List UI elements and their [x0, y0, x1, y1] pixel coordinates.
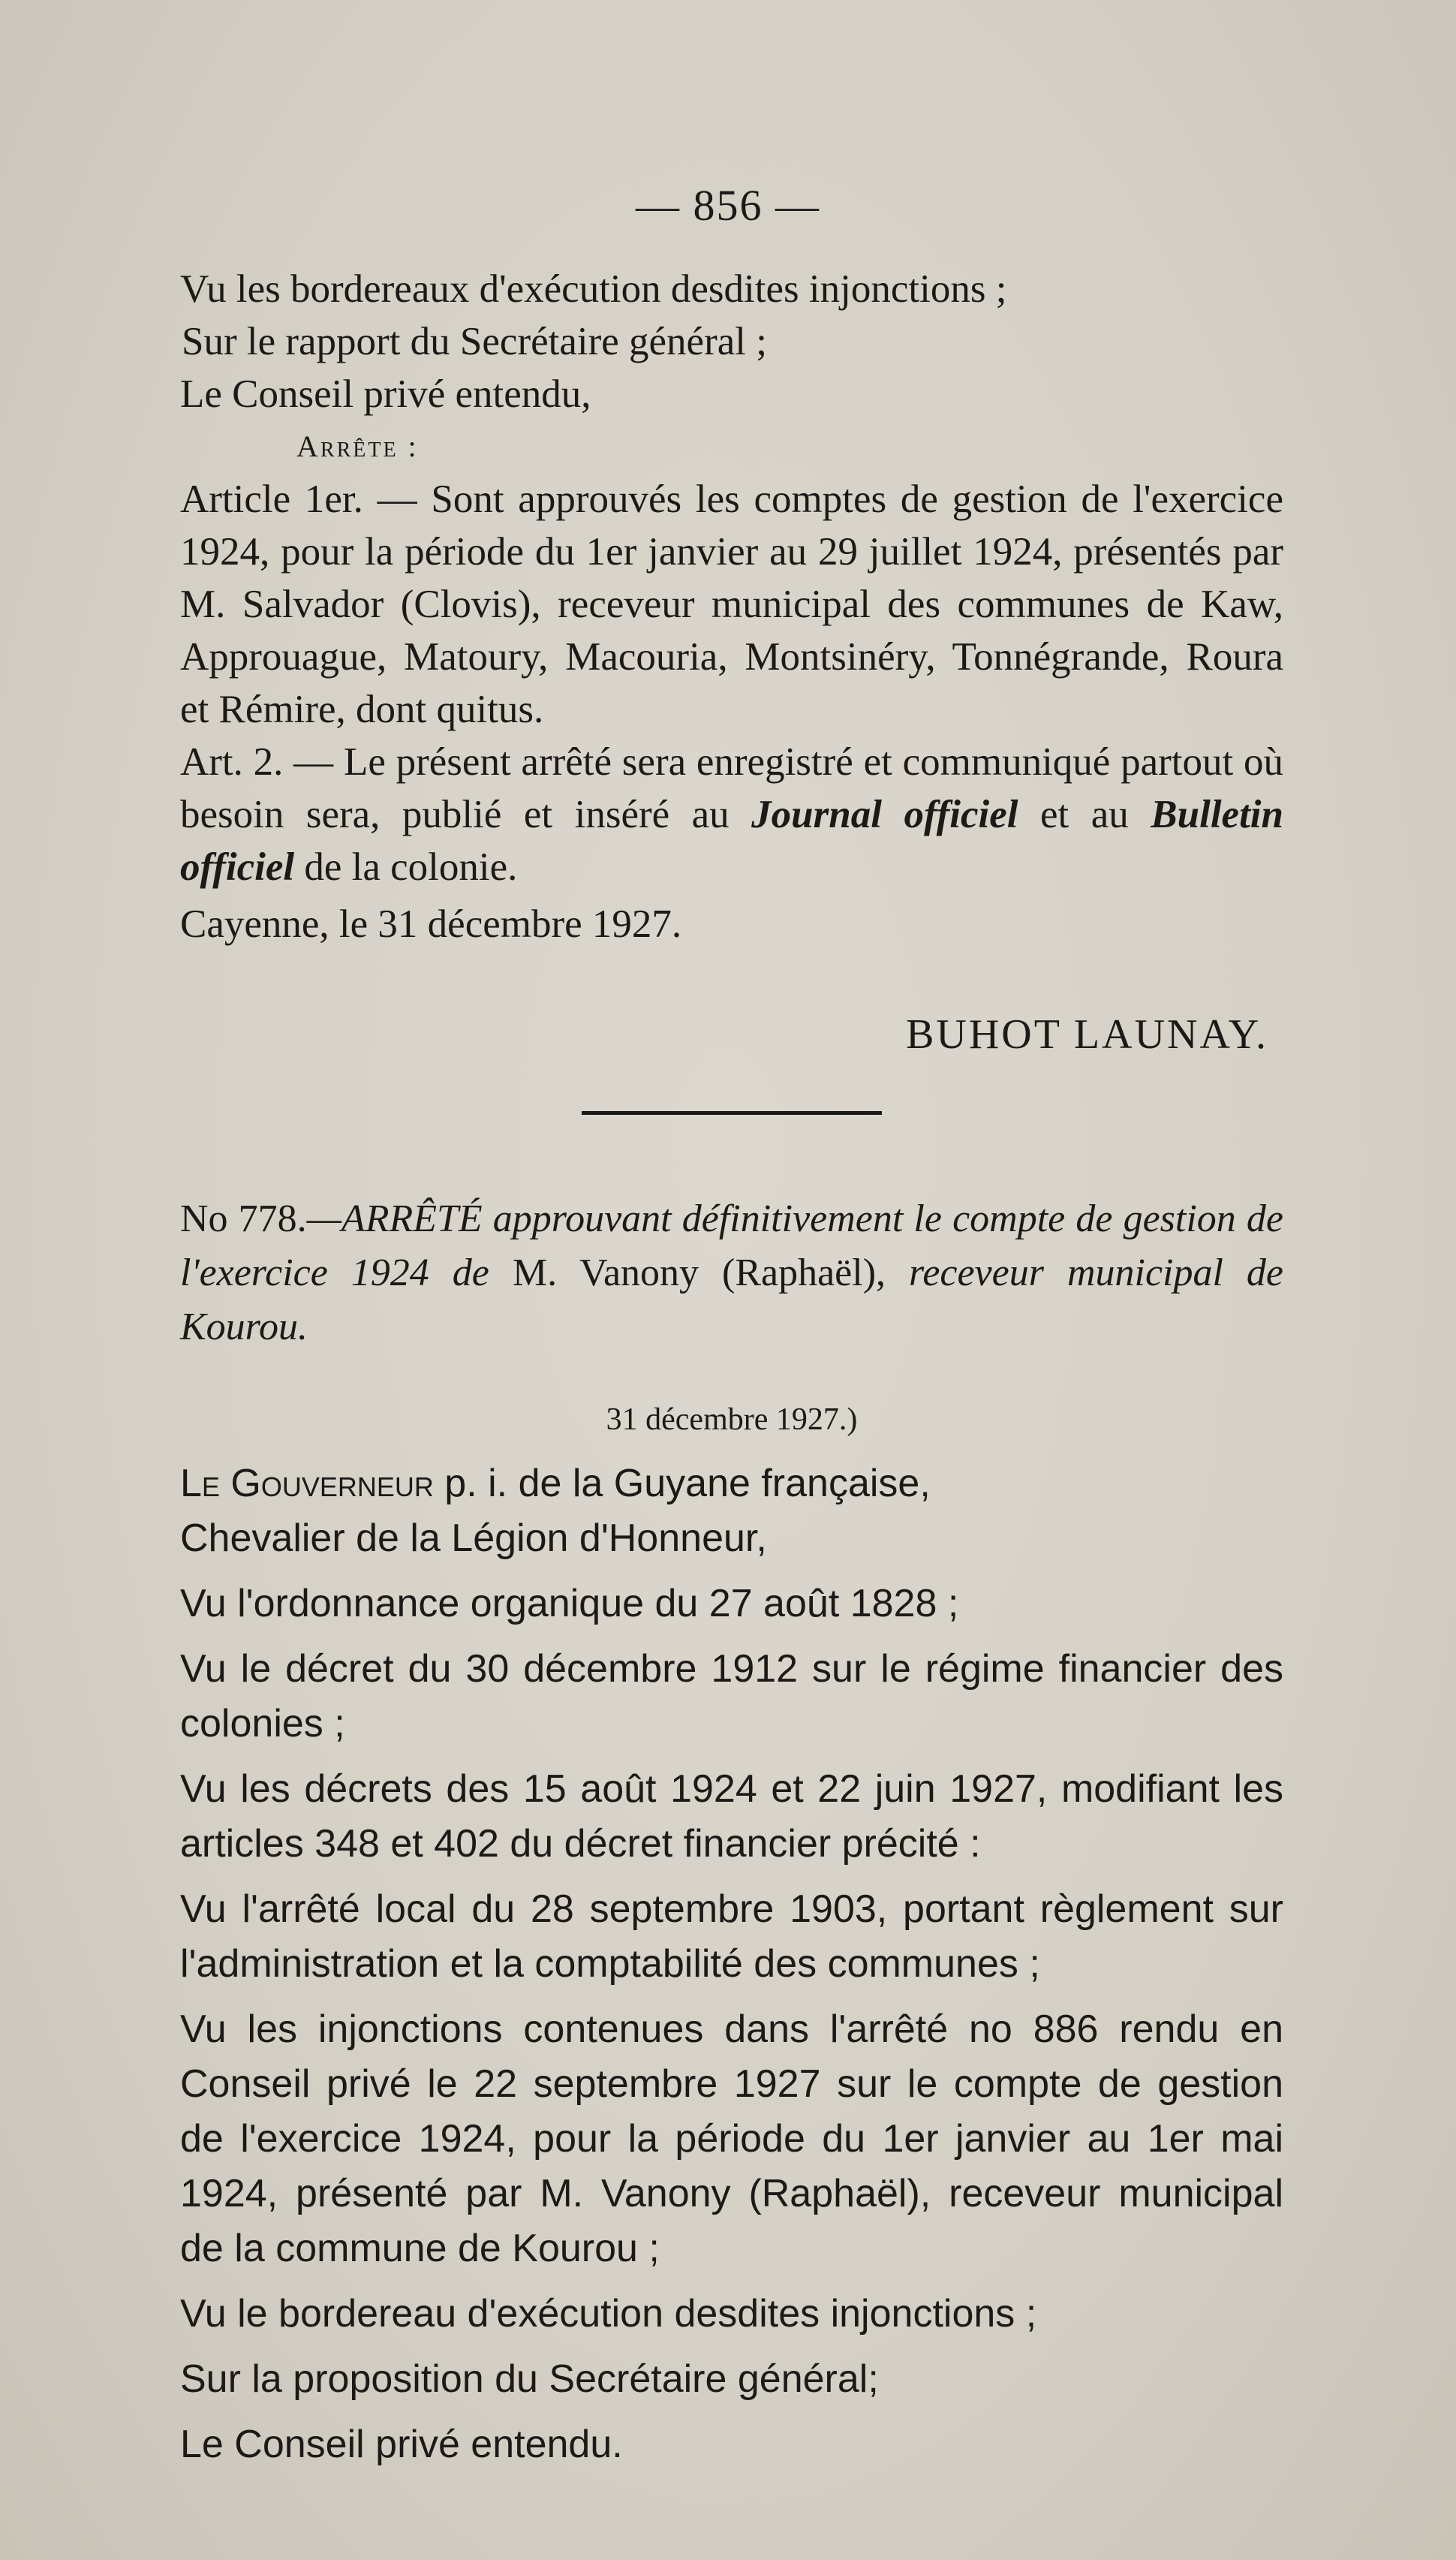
arrete-date: 31 décembre 1927.) — [606, 1402, 858, 1437]
paragraph-conseil-prive: Le Conseil privé entendu. — [180, 2423, 623, 2466]
arrete-heading: Arrête : — [296, 429, 419, 463]
paragraph-chevalier: Chevalier de la Légion d'Honneur, — [180, 1516, 767, 1560]
paragraph-gouverneur — [180, 1456, 1283, 1511]
article-1 — [180, 473, 1283, 736]
paragraph-bordereau: Vu le bordereau d'exécution desdites injonctions ; — [180, 2292, 1037, 2336]
article-1-text: — Sont approuvés les comptes de gestion de l'exercice 1924, pour la période du 1er janvier au 29 juillet 1924, présentés par M. Salvador (Clovis), receveur municipal des communes de Kaw, Approuague, Matoury, Macouria, Montsinéry, Tonnégrande, Roura et Rémire, dont quitus. — [180, 477, 1283, 731]
paragraph-proposition: Sur la proposition du Secrétaire général; — [180, 2357, 879, 2401]
article-2-text-c: de la colonie. — [294, 845, 518, 889]
paragraph-injonctions: Vu les injonctions contenues dans l'arrêté no 886 rendu en Conseil privé le 22 septembre 1927 sur le compte de gestion de l'exercice 1924, pour la période du 1er janvier au 1er mai 1924, présenté par M. Vanony (Raphaël), receveur municipal de la commune de Kourou ; — [180, 2007, 1283, 2270]
paragraph-conseil: Le Conseil privé entendu, — [180, 372, 591, 416]
section-vanony-arrete — [180, 1149, 1283, 2472]
arrete-title-name: M. Vanony (Raphaël), — [512, 1251, 886, 1294]
arrete-title — [180, 1192, 1283, 1354]
dateline-cayenne: Cayenne, le 31 décembre 1927. — [180, 902, 682, 946]
article-1-label: Article 1er. — [180, 477, 363, 521]
paragraph-ordonnance: Vu l'ordonnance organique du 27 août 1828 ; — [180, 1582, 959, 1625]
arrete-title-text-b: receveur municipal de Kourou. — [180, 1251, 1283, 1348]
arrete-number: No 778. — [180, 1197, 307, 1240]
article-2-text-b: et au — [1018, 793, 1151, 836]
paragraph-arrete-local-1903: Vu l'arrêté local du 28 septembre 1903, portant règlement sur l'administration et la comptabilité des communes ; — [180, 1887, 1283, 1986]
paragraph-rapport: Sur le rapport du Secrétaire général ; — [182, 320, 767, 363]
section-salvador-arrete — [180, 263, 1283, 1115]
gouverneur-text: p. i. de la Guyane française, — [433, 1462, 931, 1505]
bulletin-officiel: Bulletin officiel — [180, 793, 1283, 889]
page-number: — 856 — — [636, 181, 820, 230]
article-2 — [180, 736, 1283, 893]
section-divider — [582, 1111, 882, 1115]
gouverneur-label: Le Gouverneur — [180, 1462, 434, 1505]
paragraph-decrets-1924-1927: Vu les décrets des 15 août 1924 et 22 juin 1927, modifiant les articles 348 et 402 du décret financier précité : — [180, 1767, 1283, 1866]
paragraph-bordereaux: Vu les bordereaux d'exécution desdites injonctions ; — [180, 267, 1007, 311]
journal-officiel: Journal officiel — [751, 793, 1018, 836]
paragraph-decret-1912: Vu le décret du 30 décembre 1912 sur le régime financier des colonies ; — [180, 1647, 1283, 1745]
article-2-text-a: Art. 2. — Le présent arrêté sera enregistré et communiqué partout où besoin sera, publié et inséré au — [180, 740, 1283, 836]
signature-buhot-launay: BUHOT LAUNAY. — [906, 1011, 1268, 1058]
arrete-title-text-a: —ARRÊTÉ approuvant définitivement le compte de gestion de l'exercice 1924 de — [180, 1197, 1283, 1294]
